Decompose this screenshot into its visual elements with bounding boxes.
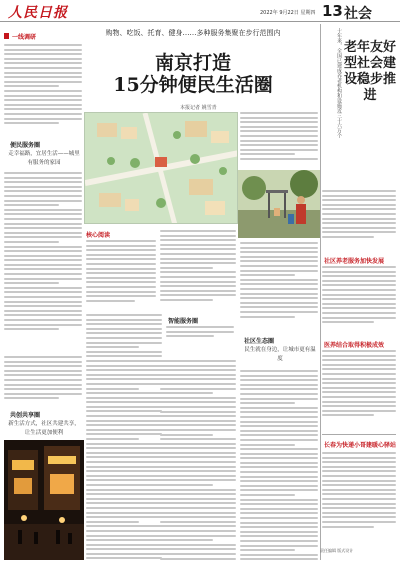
column-4-mid: [240, 242, 318, 332]
issue-date: 2022年 9月22日 星期四: [260, 10, 316, 16]
sidebar-box-2-title: 医养结合取得积极成效: [324, 342, 385, 349]
column-1-lower: [4, 356, 82, 408]
subhead-smart-service: 智能服务圈: [168, 318, 199, 325]
newspaper-logo: 人民日报: [8, 5, 68, 21]
story-byline: 本报记者 姚雪青: [180, 105, 217, 111]
column-3-top: [160, 230, 236, 312]
sidebar-body-2: [322, 266, 396, 336]
story-headline: [88, 52, 298, 96]
column-divider: [320, 24, 321, 560]
sidebar-deck: 十年来，全国已建成养老机构和设施近三十六万个: [336, 28, 342, 138]
sidebar-body-1: [322, 190, 396, 250]
community-map-illustration: [84, 112, 238, 224]
sidebar-body-4: [322, 452, 396, 544]
masthead: [0, 0, 400, 22]
quote-service-circle: 走幸福路，宜居生活——城里有服务的家园: [8, 151, 80, 166]
subhead-core-reading: 核心阅读: [86, 232, 111, 239]
quote-co-create: 新生活方式，社区共建共享，让生活更加便利: [8, 421, 80, 436]
page-number: 13: [322, 2, 343, 20]
sidebar-divider: [322, 434, 396, 435]
column-2-body: [86, 314, 162, 560]
park-playground-photo: [238, 170, 320, 238]
sidebar-title: 老年友好型社会建设稳步推进: [344, 40, 397, 103]
sidebar-box-3-title: 长春为快递小哥建暖心驿站: [324, 442, 397, 449]
column-3-body: [160, 360, 236, 560]
headline-line-1: 南京打造: [154, 52, 231, 74]
quote-community-eco: 民生就在身边，让城市更有温度: [244, 347, 316, 362]
column-1-body: [4, 172, 82, 352]
subhead-service-circle: 便民服务圈: [10, 142, 41, 149]
column-4-top: [240, 112, 318, 168]
quote-smart-service: [166, 326, 234, 356]
kicker-label: 一线调研: [12, 34, 37, 41]
headline-line-2: 15分钟便民生活圈: [113, 74, 273, 96]
section-name: 社会: [344, 6, 372, 22]
street-night-photo: [4, 440, 84, 560]
story-deck: 购物、吃饭、托育、健身……多种服务集聚在步行范围内: [105, 29, 281, 37]
subhead-co-create: 共创共享圈: [10, 412, 41, 419]
column-4-body: [240, 370, 318, 560]
core-reading-box: [86, 240, 156, 310]
page-footer-credits: 责任编辑 版式设计: [320, 548, 354, 553]
story-kicker: [4, 32, 94, 40]
subhead-community-eco: 社区生态圈: [244, 338, 275, 345]
kicker-marker-icon: [4, 33, 9, 39]
column-1-top: [4, 44, 82, 136]
sidebar-body-3: [322, 350, 396, 430]
sidebar-box-1-title: 社区养老服务加快发展: [324, 258, 385, 265]
